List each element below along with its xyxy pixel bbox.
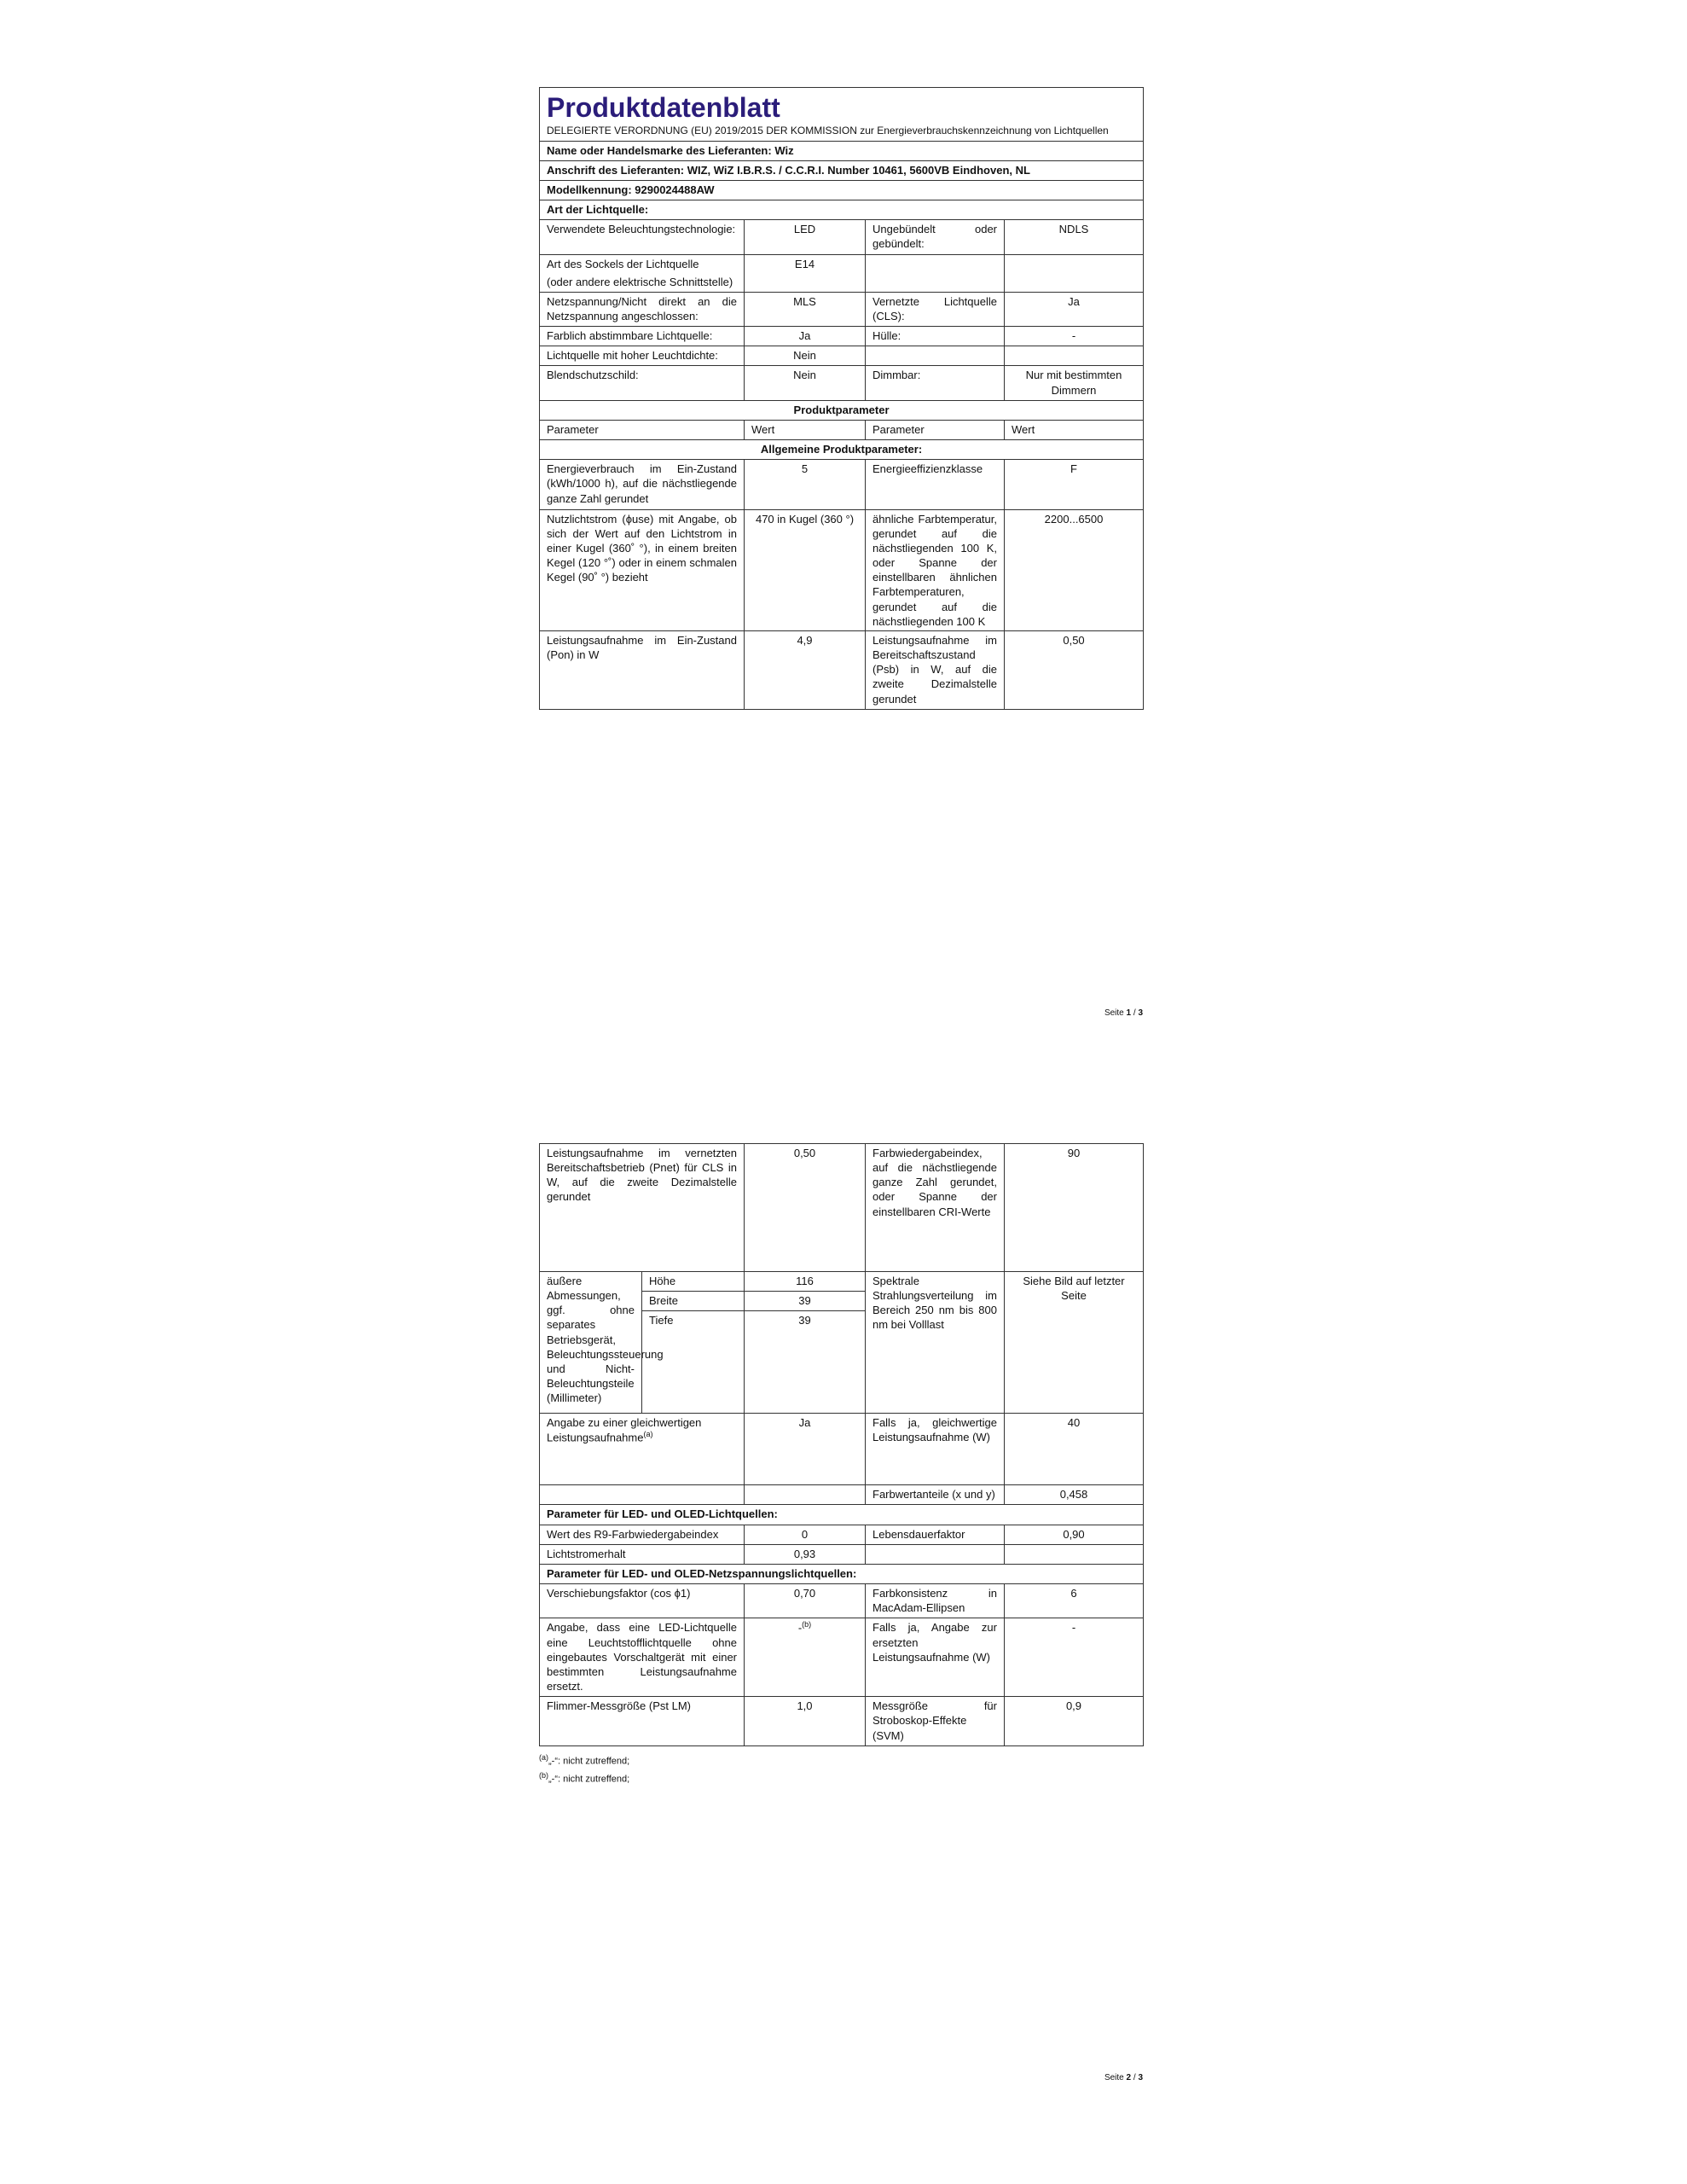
document-title: Produktdatenblatt: [547, 92, 780, 123]
row-label-2: Energieeffizienzklasse: [866, 460, 1005, 509]
stroboscopic-label: Messgröße für Stroboskop-Effekte (SVM): [866, 1697, 1005, 1745]
led-parameters-heading: Parameter für LED- und OLED-Lichtquellen:: [540, 1505, 1144, 1525]
table-row: [540, 1584, 1144, 1618]
page-number: [1104, 1008, 1143, 1018]
row-value-2: -: [1005, 327, 1144, 346]
row-value-2: Nur mit bestimmten Dimmern: [1005, 366, 1144, 400]
table-row: [540, 292, 1144, 326]
column-header-row: [540, 420, 1144, 439]
table-row: [540, 630, 1144, 709]
column-header-parameter: Parameter: [540, 420, 745, 439]
spectral-distribution-value: Siehe Bild auf letzter Seite: [1005, 1272, 1144, 1414]
replacement-claim-text: -: [797, 1621, 803, 1635]
column-header-value: Wert: [745, 420, 866, 439]
supplier-name: Name oder Handelsmarke des Lieferanten: Wiz: [540, 141, 1144, 160]
footnote-b: [539, 1769, 1143, 1787]
footnote-a: [539, 1751, 1143, 1769]
row-label: Lichtquelle mit hoher Leuchtdichte:: [540, 346, 745, 366]
page-number: [1104, 2073, 1143, 2082]
row-label-2: Hülle:: [866, 327, 1005, 346]
row-label-2: [866, 254, 1005, 292]
row-label: Netzspannung/Nicht direkt an die Netzspannung angeschlossen:: [540, 292, 745, 326]
table-row: [540, 1144, 1144, 1272]
row-label-main: Art des Sockels der Lichtquelle: [547, 257, 699, 270]
table-row: [540, 220, 1144, 254]
chromaticity-label: Farbwertanteile (x und y): [866, 1485, 1005, 1505]
row-value: Nein: [745, 346, 866, 366]
table-row: [540, 254, 1144, 292]
page-number-separator: /: [1131, 2073, 1139, 2082]
row-value: 4,9: [745, 630, 866, 709]
flicker-label: Flimmer-Messgröße (Pst LM): [540, 1697, 745, 1745]
row-label-2: Dimmbar:: [866, 366, 1005, 400]
row-label-2: Vernetzte Lichtquelle (CLS):: [866, 292, 1005, 326]
row-label-extra: (oder andere elektrische Schnittstelle): [547, 275, 733, 288]
equivalent-power-label-2: Falls ja, gleichwertige Leistungsaufnahme (W): [866, 1414, 1005, 1485]
row-label-2: ähnliche Farbtemperatur, gerundet auf die nächstliegenden 100 K, oder Spanne der einstellbaren ähnlichen Farbtemperaturen, gerundet auf die nächstliegenden 100 K: [866, 509, 1005, 630]
replacement-claim-value-2: -: [1005, 1618, 1144, 1697]
r9-value: 0: [745, 1525, 866, 1544]
table-row: [540, 346, 1144, 366]
cri-label: Farbwiedergabeindex, auf die nächstliegende ganze Zahl gerundet, oder Spanne der einstellbaren CRI-Werte: [866, 1144, 1005, 1272]
table-row: [540, 460, 1144, 509]
row-label-2: Leistungsaufnahme im Bereitschaftszustand (Psb) in W, auf die zweite Dezimalstelle gerundet: [866, 630, 1005, 709]
dimensions-label: äußere Abmessungen, ggf. ohne separates Betriebsgerät, Beleuchtungssteuerung und Nicht-Beleuchtungsteile (Millimeter): [540, 1272, 642, 1414]
footnote-mark: (b): [539, 1771, 548, 1780]
networked-standby-value: 0,50: [745, 1144, 866, 1272]
flicker-value: 1,0: [745, 1697, 866, 1745]
cri-value: 90: [1005, 1144, 1144, 1272]
model-identifier: Modellkennung: 9290024488AW: [540, 180, 1144, 200]
page-number-total: 3: [1138, 1008, 1143, 1018]
row-value: Ja: [745, 327, 866, 346]
table-row: [540, 1697, 1144, 1745]
row-value: MLS: [745, 292, 866, 326]
table-row: [540, 1525, 1144, 1544]
footnote-text: „-“: nicht zutreffend;: [548, 1774, 630, 1785]
displacement-factor-value: 0,70: [745, 1584, 866, 1618]
lumen-maintenance-label: Lichtstromerhalt: [540, 1544, 745, 1564]
displacement-factor-label: Verschiebungsfaktor (cos ϕ1): [540, 1584, 745, 1618]
row-label: Nutzlichtstrom (ϕuse) mit Angabe, ob sich der Wert auf den Lichtstrom in einer Kugel (360˚ °), in einem breiten Kegel (120 °˚) oder in einem schmalen Kegel (90˚ °) bezieht: [540, 509, 745, 630]
parameter-table-continued: [539, 1143, 1144, 1746]
dimension-height-label: Höhe: [642, 1272, 745, 1292]
dimension-depth-label: Tiefe: [642, 1311, 745, 1414]
table-row: [540, 1618, 1144, 1697]
colour-consistency-value: 6: [1005, 1584, 1144, 1618]
table-row: [540, 327, 1144, 346]
networked-standby-label: Leistungsaufnahme im vernetzten Bereitschaftsbetrieb (Pnet) für CLS in W, auf die zweite Dezimalstelle gerundet: [540, 1144, 745, 1272]
stroboscopic-value: 0,9: [1005, 1697, 1144, 1745]
footnote-mark: (a): [539, 1752, 548, 1762]
product-info-table: [539, 87, 1144, 710]
row-value-2: F: [1005, 460, 1144, 509]
dimension-width-label: Breite: [642, 1292, 745, 1311]
table-row: [540, 1414, 1144, 1485]
page-number-total: 3: [1138, 2073, 1143, 2082]
equivalent-power-text: Angabe zu einer gleichwertigen Leistungsaufnahme: [547, 1416, 702, 1444]
colour-consistency-label: Farbkonsistenz in MacAdam-Ellipsen: [866, 1584, 1005, 1618]
row-value-2: [1005, 346, 1144, 366]
row-label: Verwendete Beleuchtungstechnologie:: [540, 220, 745, 254]
dimension-height-value: 116: [745, 1272, 866, 1292]
row-label: [540, 254, 745, 292]
row-value: 5: [745, 460, 866, 509]
page-number-current: 1: [1126, 1008, 1132, 1018]
empty-cell: [540, 1485, 745, 1505]
row-label: Blendschutzschild:: [540, 366, 745, 400]
row-value-2: NDLS: [1005, 220, 1144, 254]
general-parameters-heading: Allgemeine Produktparameter:: [540, 440, 1144, 460]
page-number-prefix: Seite: [1104, 1008, 1127, 1018]
empty-cell: [745, 1485, 866, 1505]
empty-cell: [866, 1544, 1005, 1564]
table-row: [540, 1485, 1144, 1505]
table-row: [540, 509, 1144, 630]
footnote-ref-b: (b): [802, 1620, 812, 1629]
dimension-depth-value: 39: [745, 1311, 866, 1414]
datasheet-page-1: [539, 87, 1143, 1018]
chromaticity-value: 0,458: [1005, 1485, 1144, 1505]
row-value-2: 0,50: [1005, 630, 1144, 709]
replacement-claim-label-2: Falls ja, Angabe zur ersetzten Leistungsaufnahme (W): [866, 1618, 1005, 1697]
replacement-claim-label: Angabe, dass eine LED-Lichtquelle eine Leuchtstofflichtquelle ohne eingebautes Vorschaltgerät mit einer bestimmten Leistungsaufnahme ersetzt.: [540, 1618, 745, 1697]
row-value-2: Ja: [1005, 292, 1144, 326]
page-number-prefix: Seite: [1104, 2073, 1127, 2082]
row-value-2: 2200...6500: [1005, 509, 1144, 630]
column-header-parameter-2: Parameter: [866, 420, 1005, 439]
dimension-width-value: 39: [745, 1292, 866, 1311]
product-parameters-heading: Produktparameter: [540, 400, 1144, 420]
row-value: LED: [745, 220, 866, 254]
row-value-2: [1005, 254, 1144, 292]
datasheet-page-2: [539, 1143, 1143, 2082]
lumen-maintenance-value: 0,93: [745, 1544, 866, 1564]
table-row: [540, 366, 1144, 400]
row-label: Energieverbrauch im Ein-Zustand (kWh/1000 h), auf die nächstliegende ganze Zahl gerundet: [540, 460, 745, 509]
footnotes: [539, 1751, 1143, 1788]
page-number-separator: /: [1131, 1008, 1139, 1018]
row-value: E14: [745, 254, 866, 292]
equivalent-power-label: [540, 1414, 745, 1485]
footnote-ref-a: (a): [643, 1430, 653, 1439]
replacement-claim-value: [745, 1618, 866, 1697]
table-row: [540, 1272, 1144, 1292]
table-row: [540, 1544, 1144, 1564]
mains-led-parameters-heading: Parameter für LED- und OLED-Netzspannungslichtquellen:: [540, 1564, 1144, 1583]
light-source-type-heading: Art der Lichtquelle:: [540, 200, 1144, 220]
equivalent-power-value: Ja: [745, 1414, 866, 1485]
header-cell: [540, 88, 1144, 142]
row-value: Nein: [745, 366, 866, 400]
footnote-text: „-“: nicht zutreffend;: [548, 1756, 630, 1767]
page-number-current: 2: [1126, 2073, 1132, 2082]
row-value: 470 in Kugel (360 °): [745, 509, 866, 630]
r9-label: Wert des R9-Farbwiedergabeindex: [540, 1525, 745, 1544]
row-label: Leistungsaufnahme im Ein-Zustand (Pon) in W: [540, 630, 745, 709]
lifetime-factor-label: Lebensdauerfaktor: [866, 1525, 1005, 1544]
row-label-2: [866, 346, 1005, 366]
row-label-2: Ungebündelt oder gebündelt:: [866, 220, 1005, 254]
supplier-address: Anschrift des Lieferanten: WIZ, WiZ I.B.R.S. / C.C.R.I. Number 10461, 5600VB Eindhoven, NL: [540, 160, 1144, 180]
column-header-value-2: Wert: [1005, 420, 1144, 439]
regulation-text: DELEGIERTE VERORDNUNG (EU) 2019/2015 DER KOMMISSION zur Energieverbrauchskennzeichnung von Lichtquellen: [547, 125, 1109, 137]
empty-cell: [1005, 1544, 1144, 1564]
spectral-distribution-label: Spektrale Strahlungsverteilung im Bereich 250 nm bis 800 nm bei Volllast: [866, 1272, 1005, 1414]
equivalent-power-value-2: 40: [1005, 1414, 1144, 1485]
lifetime-factor-value: 0,90: [1005, 1525, 1144, 1544]
row-label: Farblich abstimmbare Lichtquelle:: [540, 327, 745, 346]
